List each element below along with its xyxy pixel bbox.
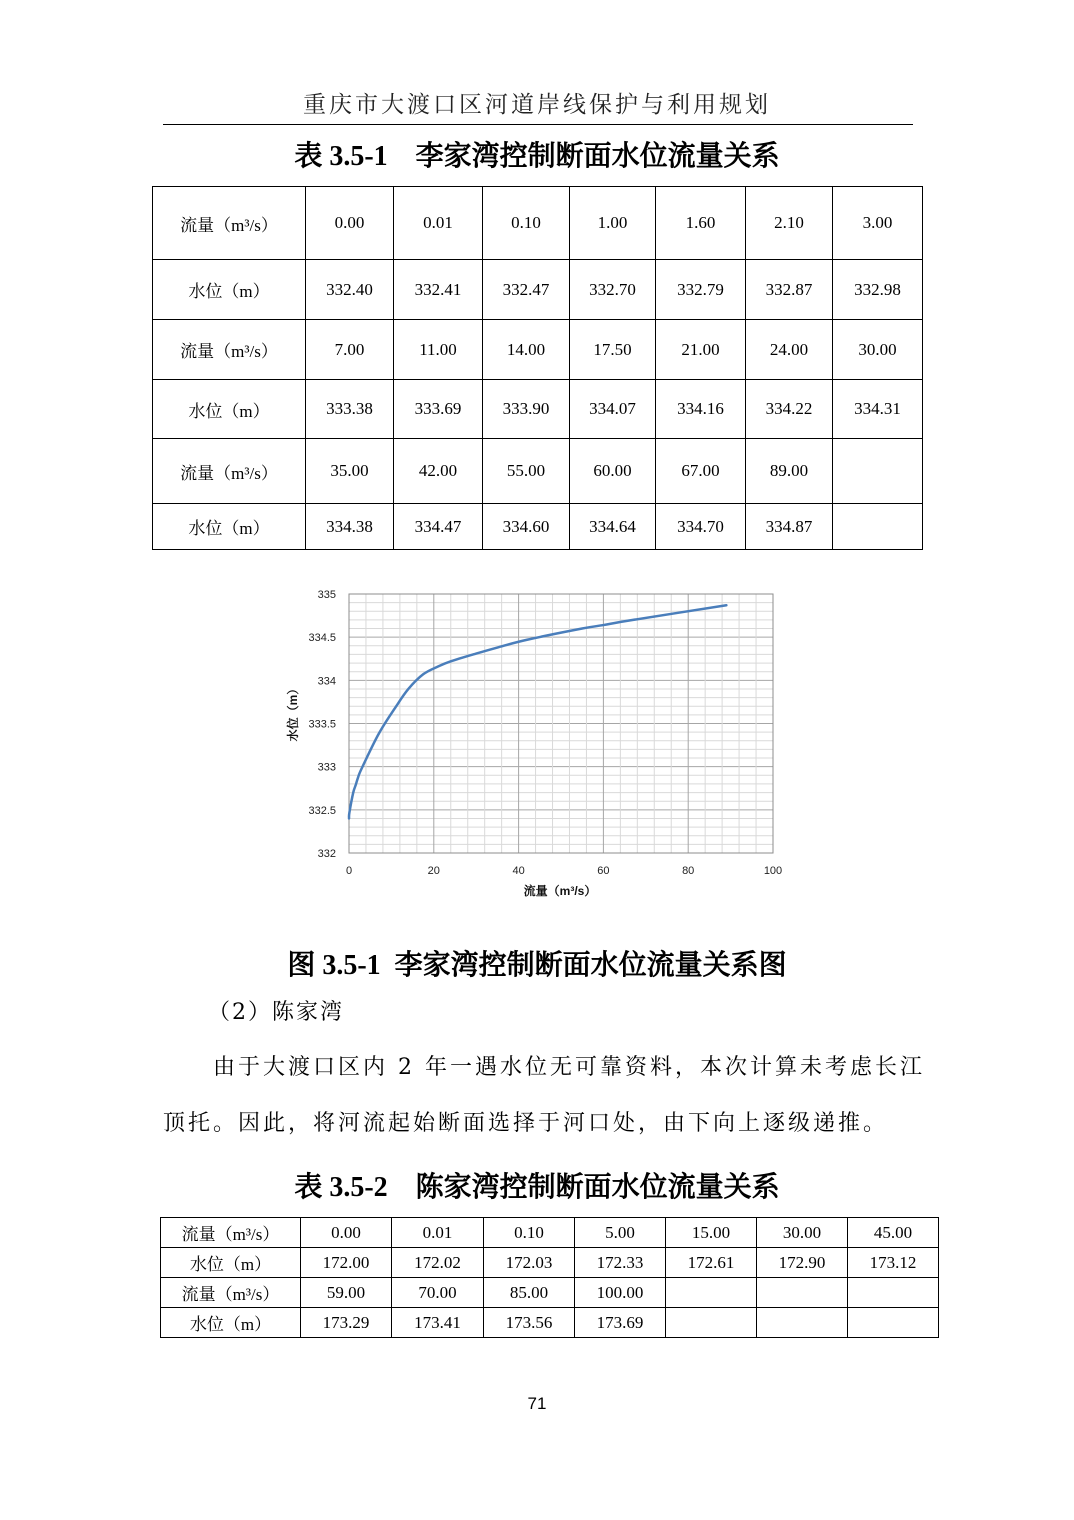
value-cell: 35.00 <box>306 439 394 504</box>
table-3-5-1 <box>152 186 923 550</box>
value-cell: 1.00 <box>570 187 656 260</box>
value-cell: 5.00 <box>575 1218 666 1248</box>
value-cell: 30.00 <box>833 320 923 380</box>
y-tick-label: 333 <box>317 761 336 774</box>
value-cell: 334.07 <box>570 380 656 439</box>
value-cell: 100.00 <box>575 1278 666 1308</box>
value-cell: 21.00 <box>656 320 746 380</box>
table-row <box>153 320 923 380</box>
y-tick-label: 333.5 <box>308 718 336 731</box>
value-cell: 332.40 <box>306 260 394 320</box>
value-cell: 15.00 <box>666 1218 757 1248</box>
value-cell: 332.98 <box>833 260 923 320</box>
value-cell: 172.02 <box>392 1248 484 1278</box>
value-cell: 30.00 <box>757 1218 848 1248</box>
row-label-cell: 水位（m） <box>153 504 306 550</box>
y-tick-label: 335 <box>317 589 336 601</box>
value-cell: 334.60 <box>483 504 570 550</box>
x-axis-ticks <box>346 865 782 877</box>
value-cell: 55.00 <box>483 439 570 504</box>
table-title: 表 3.5-2 陈家湾控制断面水位流量关系 <box>294 1172 780 1203</box>
value-cell: 334.87 <box>746 504 833 550</box>
value-cell: 7.00 <box>306 320 394 380</box>
value-cell: 0.01 <box>392 1218 484 1248</box>
value-cell: 334.31 <box>833 380 923 439</box>
value-cell: 0.01 <box>394 187 483 260</box>
value-cell: 172.90 <box>757 1248 848 1278</box>
y-axis-label: 水位（m） <box>286 682 300 742</box>
value-cell: 59.00 <box>301 1278 392 1308</box>
row-label-cell: 水位（m） <box>153 380 306 439</box>
table-row <box>161 1278 939 1308</box>
value-cell: 24.00 <box>746 320 833 380</box>
table-row <box>161 1218 939 1248</box>
table-row <box>153 260 923 320</box>
y-tick-label: 334 <box>317 675 336 688</box>
value-cell: 0.00 <box>306 187 394 260</box>
value-cell: 333.69 <box>394 380 483 439</box>
row-label-cell: 流量（m³/s） <box>153 187 306 260</box>
value-cell: 173.29 <box>301 1308 392 1338</box>
value-cell: 333.38 <box>306 380 394 439</box>
x-axis-label: 流量（m³/s） <box>523 884 597 898</box>
value-cell: 70.00 <box>392 1278 484 1308</box>
empty-cell <box>848 1278 939 1308</box>
table-title: 表 3.5-1 李家湾控制断面水位流量关系 <box>294 141 780 172</box>
x-tick-label: 80 <box>682 865 695 877</box>
value-cell: 17.50 <box>570 320 656 380</box>
value-cell: 60.00 <box>570 439 656 504</box>
table-row <box>161 1248 939 1278</box>
value-cell: 332.70 <box>570 260 656 320</box>
value-cell: 332.79 <box>656 260 746 320</box>
x-tick-label: 20 <box>427 865 440 877</box>
value-cell: 334.70 <box>656 504 746 550</box>
row-label-cell: 水位（m） <box>161 1248 301 1278</box>
y-tick-label: 332 <box>317 848 336 860</box>
page-header: 重庆市大渡口区河道岸线保护与利用规划 <box>303 92 771 118</box>
value-cell: 14.00 <box>483 320 570 380</box>
paragraph-line: 由于大渡口区内 2 年一遇水位无可靠资料，本次计算未考虑长江 <box>213 1055 925 1080</box>
y-tick-label: 334.5 <box>308 632 336 645</box>
value-cell: 3.00 <box>833 187 923 260</box>
section-heading: （2）陈家湾 <box>208 1000 344 1025</box>
header-rule <box>163 124 913 125</box>
empty-cell <box>848 1308 939 1338</box>
row-label-cell: 水位（m） <box>161 1308 301 1338</box>
value-cell: 334.38 <box>306 504 394 550</box>
value-cell: 173.12 <box>848 1248 939 1278</box>
value-cell: 332.47 <box>483 260 570 320</box>
figure-caption: 图 3.5-1 李家湾控制断面水位流量关系图 <box>287 950 787 981</box>
value-cell: 1.60 <box>656 187 746 260</box>
row-label-cell: 流量（m³/s） <box>153 439 306 504</box>
table-3-5-2 <box>160 1217 939 1338</box>
value-cell: 172.00 <box>301 1248 392 1278</box>
empty-cell <box>666 1278 757 1308</box>
value-cell: 173.41 <box>392 1308 484 1338</box>
x-tick-label: 40 <box>512 865 525 877</box>
x-tick-label: 60 <box>597 865 610 877</box>
table-row <box>161 1308 939 1338</box>
value-cell: 333.90 <box>483 380 570 439</box>
value-cell: 172.33 <box>575 1248 666 1278</box>
value-cell: 0.10 <box>484 1218 575 1248</box>
value-cell: 89.00 <box>746 439 833 504</box>
table-row <box>153 187 923 260</box>
row-label-cell: 流量（m³/s） <box>161 1218 301 1248</box>
empty-cell <box>757 1278 848 1308</box>
row-label-cell: 流量（m³/s） <box>161 1278 301 1308</box>
value-cell: 172.61 <box>666 1248 757 1278</box>
value-cell: 2.10 <box>746 187 833 260</box>
x-tick-label: 0 <box>345 865 353 877</box>
table-row <box>153 380 923 439</box>
value-cell: 334.64 <box>570 504 656 550</box>
x-tick-label: 100 <box>763 865 783 877</box>
paragraph-line: 顶托。因此，将河流起始断面选择于河口处，由下向上逐级递推。 <box>163 1111 889 1136</box>
value-cell: 334.22 <box>746 380 833 439</box>
value-cell: 332.87 <box>746 260 833 320</box>
y-tick-label: 332.5 <box>308 804 336 817</box>
value-cell: 173.69 <box>575 1308 666 1338</box>
value-cell: 0.10 <box>483 187 570 260</box>
value-cell: 42.00 <box>394 439 483 504</box>
value-cell: 334.16 <box>656 380 746 439</box>
value-cell: 172.03 <box>484 1248 575 1278</box>
y-axis-ticks <box>308 589 336 860</box>
table-row <box>153 504 923 550</box>
value-cell: 67.00 <box>656 439 746 504</box>
table-row <box>153 439 923 504</box>
value-cell: 334.47 <box>394 504 483 550</box>
page-number: 71 <box>527 1394 547 1413</box>
row-label-cell: 流量（m³/s） <box>153 320 306 380</box>
row-label-cell: 水位（m） <box>153 260 306 320</box>
water-level-flow-chart <box>270 580 800 910</box>
value-cell: 85.00 <box>484 1278 575 1308</box>
value-cell: 0.00 <box>301 1218 392 1248</box>
value-cell: 173.56 <box>484 1308 575 1338</box>
value-cell: 45.00 <box>848 1218 939 1248</box>
empty-cell <box>833 439 923 504</box>
empty-cell <box>666 1308 757 1338</box>
value-cell: 332.41 <box>394 260 483 320</box>
empty-cell <box>757 1308 848 1338</box>
empty-cell <box>833 504 923 550</box>
value-cell: 11.00 <box>394 320 483 380</box>
